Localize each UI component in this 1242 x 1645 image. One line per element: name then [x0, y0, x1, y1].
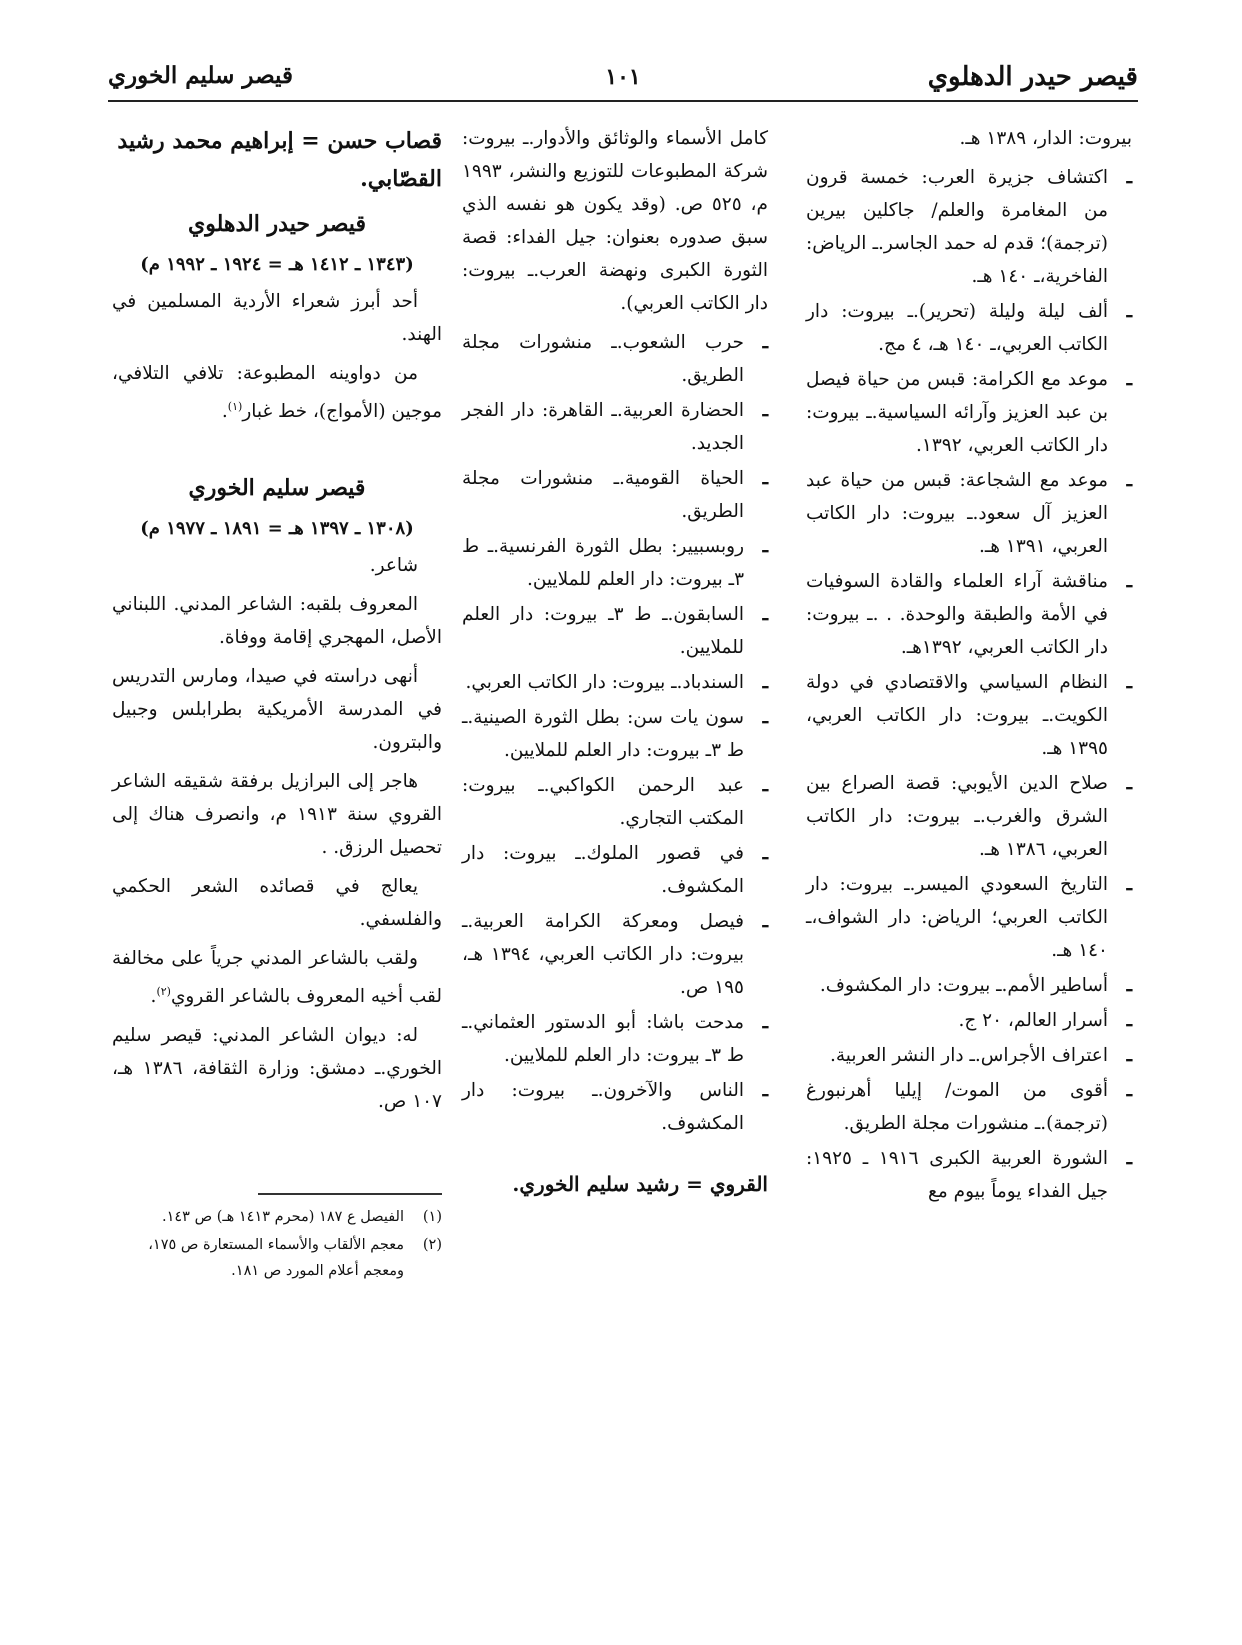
footnotes	[112, 1204, 442, 1286]
footnote-ref: (١)	[227, 400, 243, 413]
list-item: ـ روبسبيير: بطل الثورة الفرنسية.ـ ط ٣ـ بيروت: دار العلم للملايين.	[462, 536, 768, 590]
footnote: (٢) معجم الألقاب والأسماء المستعارة ص ١٧٥، ومعجم أعلام المورد ص ١٨١.	[148, 1237, 442, 1279]
list-item: ـ سون يات سن: بطل الثورة الصينية.ـ ط ٣ـ بيروت: دار العلم للملايين.	[462, 707, 768, 761]
list-item: ـ النظام السياسي والاقتصادي في دولة الكويت.ـ بيروت: دار الكاتب العربي، ١٣٩٥ هـ.	[806, 672, 1132, 759]
list-item: ـ حرب الشعوب.ـ منشورات مجلة الطريق.	[462, 332, 768, 386]
bio-paragraph: أنهى دراسته في صيدا، ومارس التدريس في المدرسة الأمريكية بطرابلس وجبيل والبترون.	[112, 666, 442, 754]
list-item: ـ الشورة العربية الكبرى ١٩١٦ ـ ١٩٢٥: جيل الفداء يوماً بيوم مع	[806, 1148, 1132, 1202]
list-item: ـ السابقون.ـ ط ٣ـ بيروت: دار العلم للملايين.	[462, 604, 768, 658]
list-item: ـ موعد مع الشجاعة: قبس من حياة عبد العزيز آل سعود.ـ بيروت: دار الكاتب العربي، ١٣٩١ هـ.	[806, 470, 1132, 557]
entry-heading: قيصر سليم الخوري	[188, 475, 366, 502]
footnote-ref: (٢)	[156, 985, 171, 999]
list-item: ـ ألف ليلة وليلة (تحرير).ـ بيروت: دار الكاتب العربي،ـ ١٤٠ هـ، ٤ مج.	[806, 301, 1132, 355]
bio-paragraph: له: ديوان الشاعر المدني: قيصر سليم الخوري.ـ دمشق: وزارة الثقافة، ١٣٨٦ هـ، ١٠٧ ص.	[112, 1025, 442, 1113]
bio-paragraph: ولقب بالشاعر المدني جرياً على مخالفة لقب أخيه المعروف بالشاعر القروي$^{(٢)}$.	[112, 948, 442, 1008]
footnote: (١) الفيصل ع ١٨٧ (محرم ١٤١٣ هـ) ص ١٤٣.	[161, 1209, 442, 1225]
bio-paragraph: يعالج في قصائده الشعر الحكمي والفلسفي.	[112, 876, 442, 931]
continued-text: كامل الأسماء والوثائق والأدوار.ـ بيروت: شركة المطبوعات للتوزيع والنشر، ١٩٩٣ م، ٥٢٥ ص. (وقد يكون هو نفسه الذي سبق صدوره بعنوان: جيل الفداء: قصة الثورة الكبرى ونهضة العرب.ـ بيروت: دار الكاتب العربي).	[462, 128, 768, 314]
list-item: ـ اكتشاف جزيرة العرب: خمسة قرون من المغامرة والعلم/ جاكلين بيرين (ترجمة)؛ قدم له حمد الجاسر.ـ الرياض: الفاخرية،ـ ١٤٠ هـ.	[806, 167, 1132, 287]
cross-reference-heading: قصاب حسن = إبراهيم محمد رشيد القصّابي.	[117, 128, 442, 192]
header-left-title: قيصر سليم الخوري	[108, 62, 293, 89]
header-right-title: قيصر حيدر الدهلوي	[927, 62, 1138, 92]
entry-heading: قيصر حيدر الدهلوي	[188, 211, 366, 237]
list-item: ـ الحياة القومية.ـ منشورات مجلة الطريق.	[462, 468, 768, 522]
cross-reference: القروي = رشيد سليم الخوري.	[512, 1172, 768, 1196]
page-number: ١٠١	[605, 64, 641, 90]
bio-occupation: شاعر.	[369, 555, 418, 577]
list-item: ـ صلاح الدين الأيوبي: قصة الصراع بين الشرق والغرب.ـ بيروت: دار الكاتب العربي، ١٣٨٦ هـ.	[806, 773, 1132, 860]
list-item: ـ السندباد.ـ بيروت: دار الكاتب العربي.	[465, 672, 768, 693]
footnote-divider	[258, 1193, 442, 1195]
list-item: ـ اعتراف الأجراس.ـ دار النشر العربية.	[830, 1045, 1132, 1066]
entry-dates: (١٣٤٣ ـ ١٤١٢ هـ = ١٩٢٤ ـ ١٩٩٢ م)	[140, 254, 414, 275]
list-item: ـ أقوى من الموت/ إيليا أهرنبورغ (ترجمة).ـ منشورات مجلة الطريق.	[806, 1080, 1132, 1134]
entry-dates: (١٣٠٨ ـ ١٣٩٧ هـ = ١٨٩١ ـ ١٩٧٧ م)	[140, 518, 414, 540]
list-item: ـ مدحت باشا: أبو الدستور العثماني.ـ ط ٣ـ بيروت: دار العلم للملايين.	[462, 1012, 768, 1066]
bio-paragraph: أحد أبرز شعراء الأردية المسلمين في الهند.	[112, 291, 442, 345]
right-column	[806, 122, 1132, 1210]
middle-column	[462, 122, 768, 1201]
list-item: ـ في قصور الملوك.ـ بيروت: دار المكشوف.	[462, 843, 768, 897]
running-header	[108, 58, 1138, 102]
list-item: ـ عبد الرحمن الكواكبي.ـ بيروت: المكتب التجاري.	[462, 775, 768, 829]
list-item: ـ التاريخ السعودي الميسر.ـ بيروت: دار الكاتب العربي؛ الرياض: دار الشواف،ـ ١٤٠ هـ.	[806, 874, 1132, 961]
bio-paragraph: هاجر إلى البرازيل برفقة شقيقه الشاعر القروي سنة ١٩١٣ م، وانصرف هناك إلى تحصيل الرزق. .	[112, 771, 442, 859]
bio-paragraph: من دواوينه المطبوعة: تلافي التلافي، موجين (الأمواج)، خط غبار$^{(١)}$.	[112, 363, 442, 423]
continued-text: بيروت: الدار، ١٣٨٩ هـ.	[959, 128, 1132, 149]
list-item: ـ أسرار العالم، ٢٠ ج.	[958, 1010, 1132, 1031]
list-item: ـ أساطير الأمم.ـ بيروت: دار المكشوف.	[819, 975, 1132, 996]
left-column	[112, 122, 442, 1124]
list-item: ـ الناس والآخرون.ـ بيروت: دار المكشوف.	[462, 1080, 768, 1134]
list-item: ـ فيصل ومعركة الكرامة العربية.ـ بيروت: دار الكاتب العربي، ١٣٩٤ هـ، ١٩٥ ص.	[462, 911, 768, 998]
list-item: ـ مناقشة آراء العلماء والقادة السوفيات في الأمة والطبقة والوحدة. . .ـ بيروت: دار الكاتب العربي، ١٣٩٢هـ.	[806, 571, 1132, 658]
list-item: ـ موعد مع الكرامة: قبس من حياة فيصل بن عبد العزيز وآرائه السياسية.ـ بيروت: دار الكاتب العربي، ١٣٩٢.	[806, 369, 1132, 456]
list-item: ـ الحضارة العربية.ـ القاهرة: دار الفجر الجديد.	[462, 400, 768, 454]
bio-paragraph: المعروف بلقبه: الشاعر المدني. اللبناني الأصل، المهجري إقامة ووفاة.	[112, 594, 442, 649]
